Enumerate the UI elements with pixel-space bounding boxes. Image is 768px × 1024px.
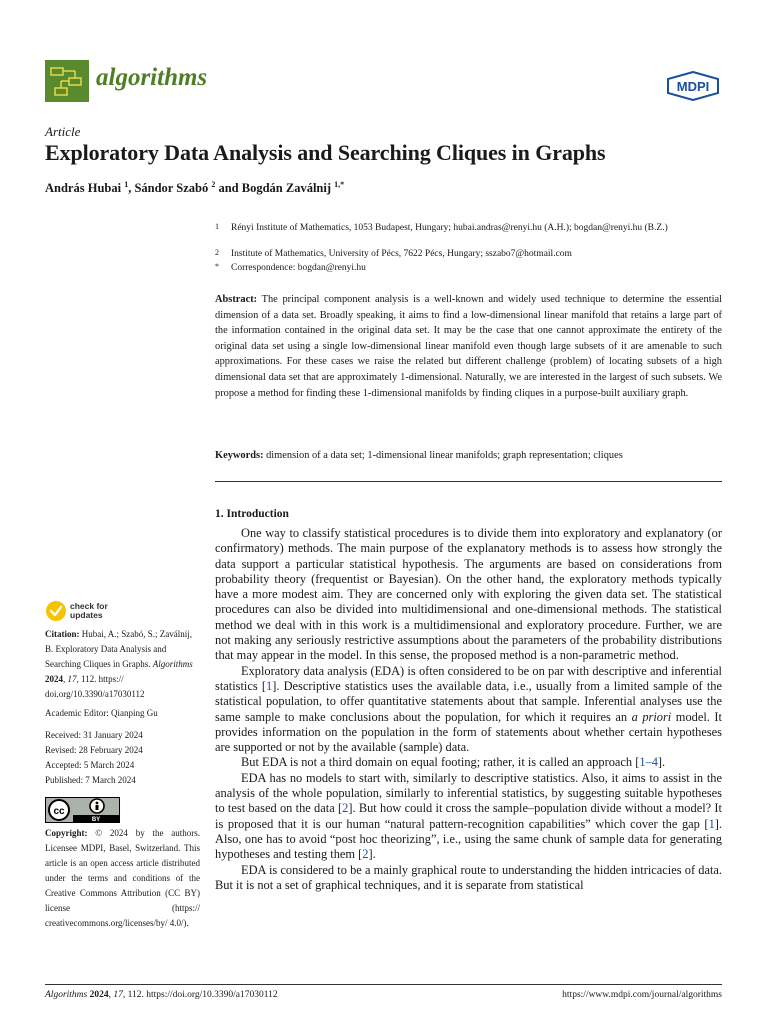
emphasis-text: a priori [631,709,672,724]
paragraph-text: ]. Also, one has to avoid “post hoc theorizing”, i.e., using the same chunk of sample data for generating hypotheses and testing them [ [215,816,722,862]
page-title: Exploratory Data Analysis and Searching Cliques in Graphs [45,140,606,165]
check-updates-label [70,602,108,620]
cc-icon: cc [53,806,65,817]
mdpi-logo-text: MDPI [676,79,710,94]
check-icon [45,600,67,622]
copyright-label: Copyright: [45,828,88,838]
paragraph [215,771,722,863]
footer-citation [45,990,278,1000]
reference-link[interactable]: 1–4 [639,755,658,770]
received-date: Received: 31 January 2024 [45,730,143,740]
journal-name[interactable]: algorithms [96,64,208,91]
copyright-text: © 2024 by the authors. Licensee MDPI, Basel, Switzerland. This article is an open access article distributed under the terms and conditions of the Creative Commons Attribution (CC BY) license (https:// creativecommons.org/licenses/by/ 4.0/). [45,828,200,928]
abstract [215,292,722,401]
keywords [215,448,722,463]
abstract-text: The principal component analysis is a well-known and widely used technique to determine the essential dimension of a data set. Broadly speaking, it aims to find a low-dimensional linear manifold that retains a large part of the information contained in the original data set. It may be the case that one cannot approximate the entirety of the original data set using a single low-dimensional linear manifold even though large subsets of it are amenable to such approximations. For these cases we raise the related but different challenge (problem) of locating subsets of a high dimensional data set that are approximately 1-dimensional. Naturally, we are interested in the largest of such subsets. We propose a method for finding these 1-dimensional manifolds by finding cliques in a purpose-built auxiliary graph. [215,294,722,399]
reference-link[interactable]: 2 [362,847,369,862]
reference-link[interactable]: 2 [342,801,349,816]
affiliation-mark: * [215,262,219,271]
paragraph-text: ]. [657,755,666,770]
author-name[interactable]: Bogdán Zaválnij [241,181,332,196]
reference-link[interactable]: 1 [266,678,273,693]
affiliation-text: Institute of Mathematics, University of Pécs, 7622 Pécs, Hungary; sszabo7@hotmail.com [231,249,572,259]
affiliation-item [215,262,725,275]
citation-volume: 17 [67,674,77,684]
section-divider [215,481,722,482]
footer-year: 2024 [87,990,109,1000]
citation-text: Hubai, A.; Szabó, S.; Zaválnij, B. Exploratory Data Analysis and Searching Cliques in Graphs. [45,629,192,669]
paragraph-text: But EDA is not a third domain on equal footing; rather, it is called an approach [ [241,755,640,770]
affiliation-mark: 1 [215,222,219,231]
affiliation-mark: 2 [215,248,219,257]
author-affiliation-mark: 1,* [334,180,345,189]
by-icon: BY [91,817,101,823]
accepted-date: Accepted: 5 March 2024 [45,760,135,770]
cc-by-license-badge[interactable] [45,797,120,823]
citation-journal: Algorithms [152,659,193,669]
footer-journal: Algorithms [45,990,88,1000]
check-updates-line: updates [70,610,103,620]
footer-divider [45,984,722,985]
paragraph [215,755,722,770]
affiliation-item [215,248,725,261]
published-date: Published: 7 March 2024 [45,775,136,785]
section-title: 1. Introduction [215,508,289,520]
paragraph: EDA is considered to be a mainly graphical route to understanding the hidden intricacies of data. But it is not a set of graphical techniques, and it is separate from statistical [215,862,722,892]
check-updates-line: check for [70,601,108,611]
author-list [45,180,344,196]
citation-doi[interactable]: , 112. https:// doi.org/10.3390/a17030112 [45,674,145,699]
body-text [215,526,722,893]
copyright-notice [45,826,200,931]
footer-doi-link[interactable]: , 112. https://doi.org/10.3390/a17030112 [122,990,278,1000]
mdpi-logo[interactable] [666,71,720,101]
paragraph-text: Exploratory data analysis (EDA) is often considered to be on par with descriptive and inferential statistics [ [215,663,722,693]
affiliation-text: Correspondence: bogdan@renyi.hu [231,263,366,273]
affiliation-item [215,222,725,235]
paragraph-text: ]. But how could it cross the sample–population divide without a model? It is proposed that it is our human “natural pattern-recognition capabilities” which cover the gap [ [215,801,722,831]
citation-separator: , [63,674,68,684]
author-name[interactable]: Sándor Szabó [134,181,209,196]
revised-date: Revised: 28 February 2024 [45,745,143,755]
paragraph-text: model. It provides information on the population in the form of statements about whether certain hypotheses are supported or not by the available (sample) data. [215,709,722,755]
author-separator: , [128,181,135,196]
paragraph-text: ]. Descriptive statistics uses the available data, i.e., usually from a limited sample of the statistical population, to offer quantitative statements about that sample. Inferential analyses use the same sample to make conclusions about the population, for which it requires an [215,678,722,724]
author-affiliation-mark: 2 [211,180,216,189]
academic-editor: Academic Editor: Qianping Gu [45,708,158,718]
abstract-label: Abstract: [215,294,258,305]
citation-year: 2024 [45,674,63,684]
check-for-updates-button[interactable] [45,600,125,624]
paragraph: One way to classify statistical procedures is to divide them into exploratory and explanatory (or confirmatory) methods. The main purpose of the explanatory methods is to assess how strongly the data support a particular statistical hypothesis. The arguments are based on considerations from probability theory (frequentist or Bayesian). On the other hand, the exploratory methods typically have a more modest aim. They are concerned only with exploring the given data set. The statistical procedures can also be divided into multidimensional and one-dimensional methods. The statistical method we deal with in this work is a multidimensional and exploratory procedure. Further, we are not making any seriously restrictive assumptions about the parameters of the probability distributions that may appear in the model. In this sense, the proposed method is a non-parametric method. [215,526,722,663]
reference-link[interactable]: 1 [708,816,715,831]
publication-dates [45,728,200,788]
footer-journal-url[interactable]: https://www.mdpi.com/journal/algorithms [562,990,722,1000]
author-name[interactable]: András Hubai [45,181,122,196]
citation-label: Citation: [45,629,80,639]
footer-volume: 17 [113,990,123,1000]
keywords-label: Keywords: [215,450,264,461]
footer-separator: , [108,990,114,1000]
keywords-text: dimension of a data set; 1-dimensional linear manifolds; graph representation; cliques [266,450,623,461]
paragraph [215,664,722,756]
author-affiliation-mark: 1 [124,180,129,189]
paragraph-text: ]. [368,847,376,862]
affiliation-text: Rényi Institute of Mathematics, 1053 Budapest, Hungary; hubai.andras@renyi.hu (A.H.); bogdan@renyi.hu (B.Z.) [231,223,668,233]
author-separator: and [215,181,242,196]
article-type: Article [45,124,81,139]
paragraph-text: EDA has no models to start with, similarly to descriptive statistics. Also, it aims to assist in the analysis of the whole population, similarly to inferential statistics, by suggesting suitable hypotheses to test based on the data [ [215,770,722,816]
citation [45,627,200,702]
journal-logo-icon [45,60,89,102]
